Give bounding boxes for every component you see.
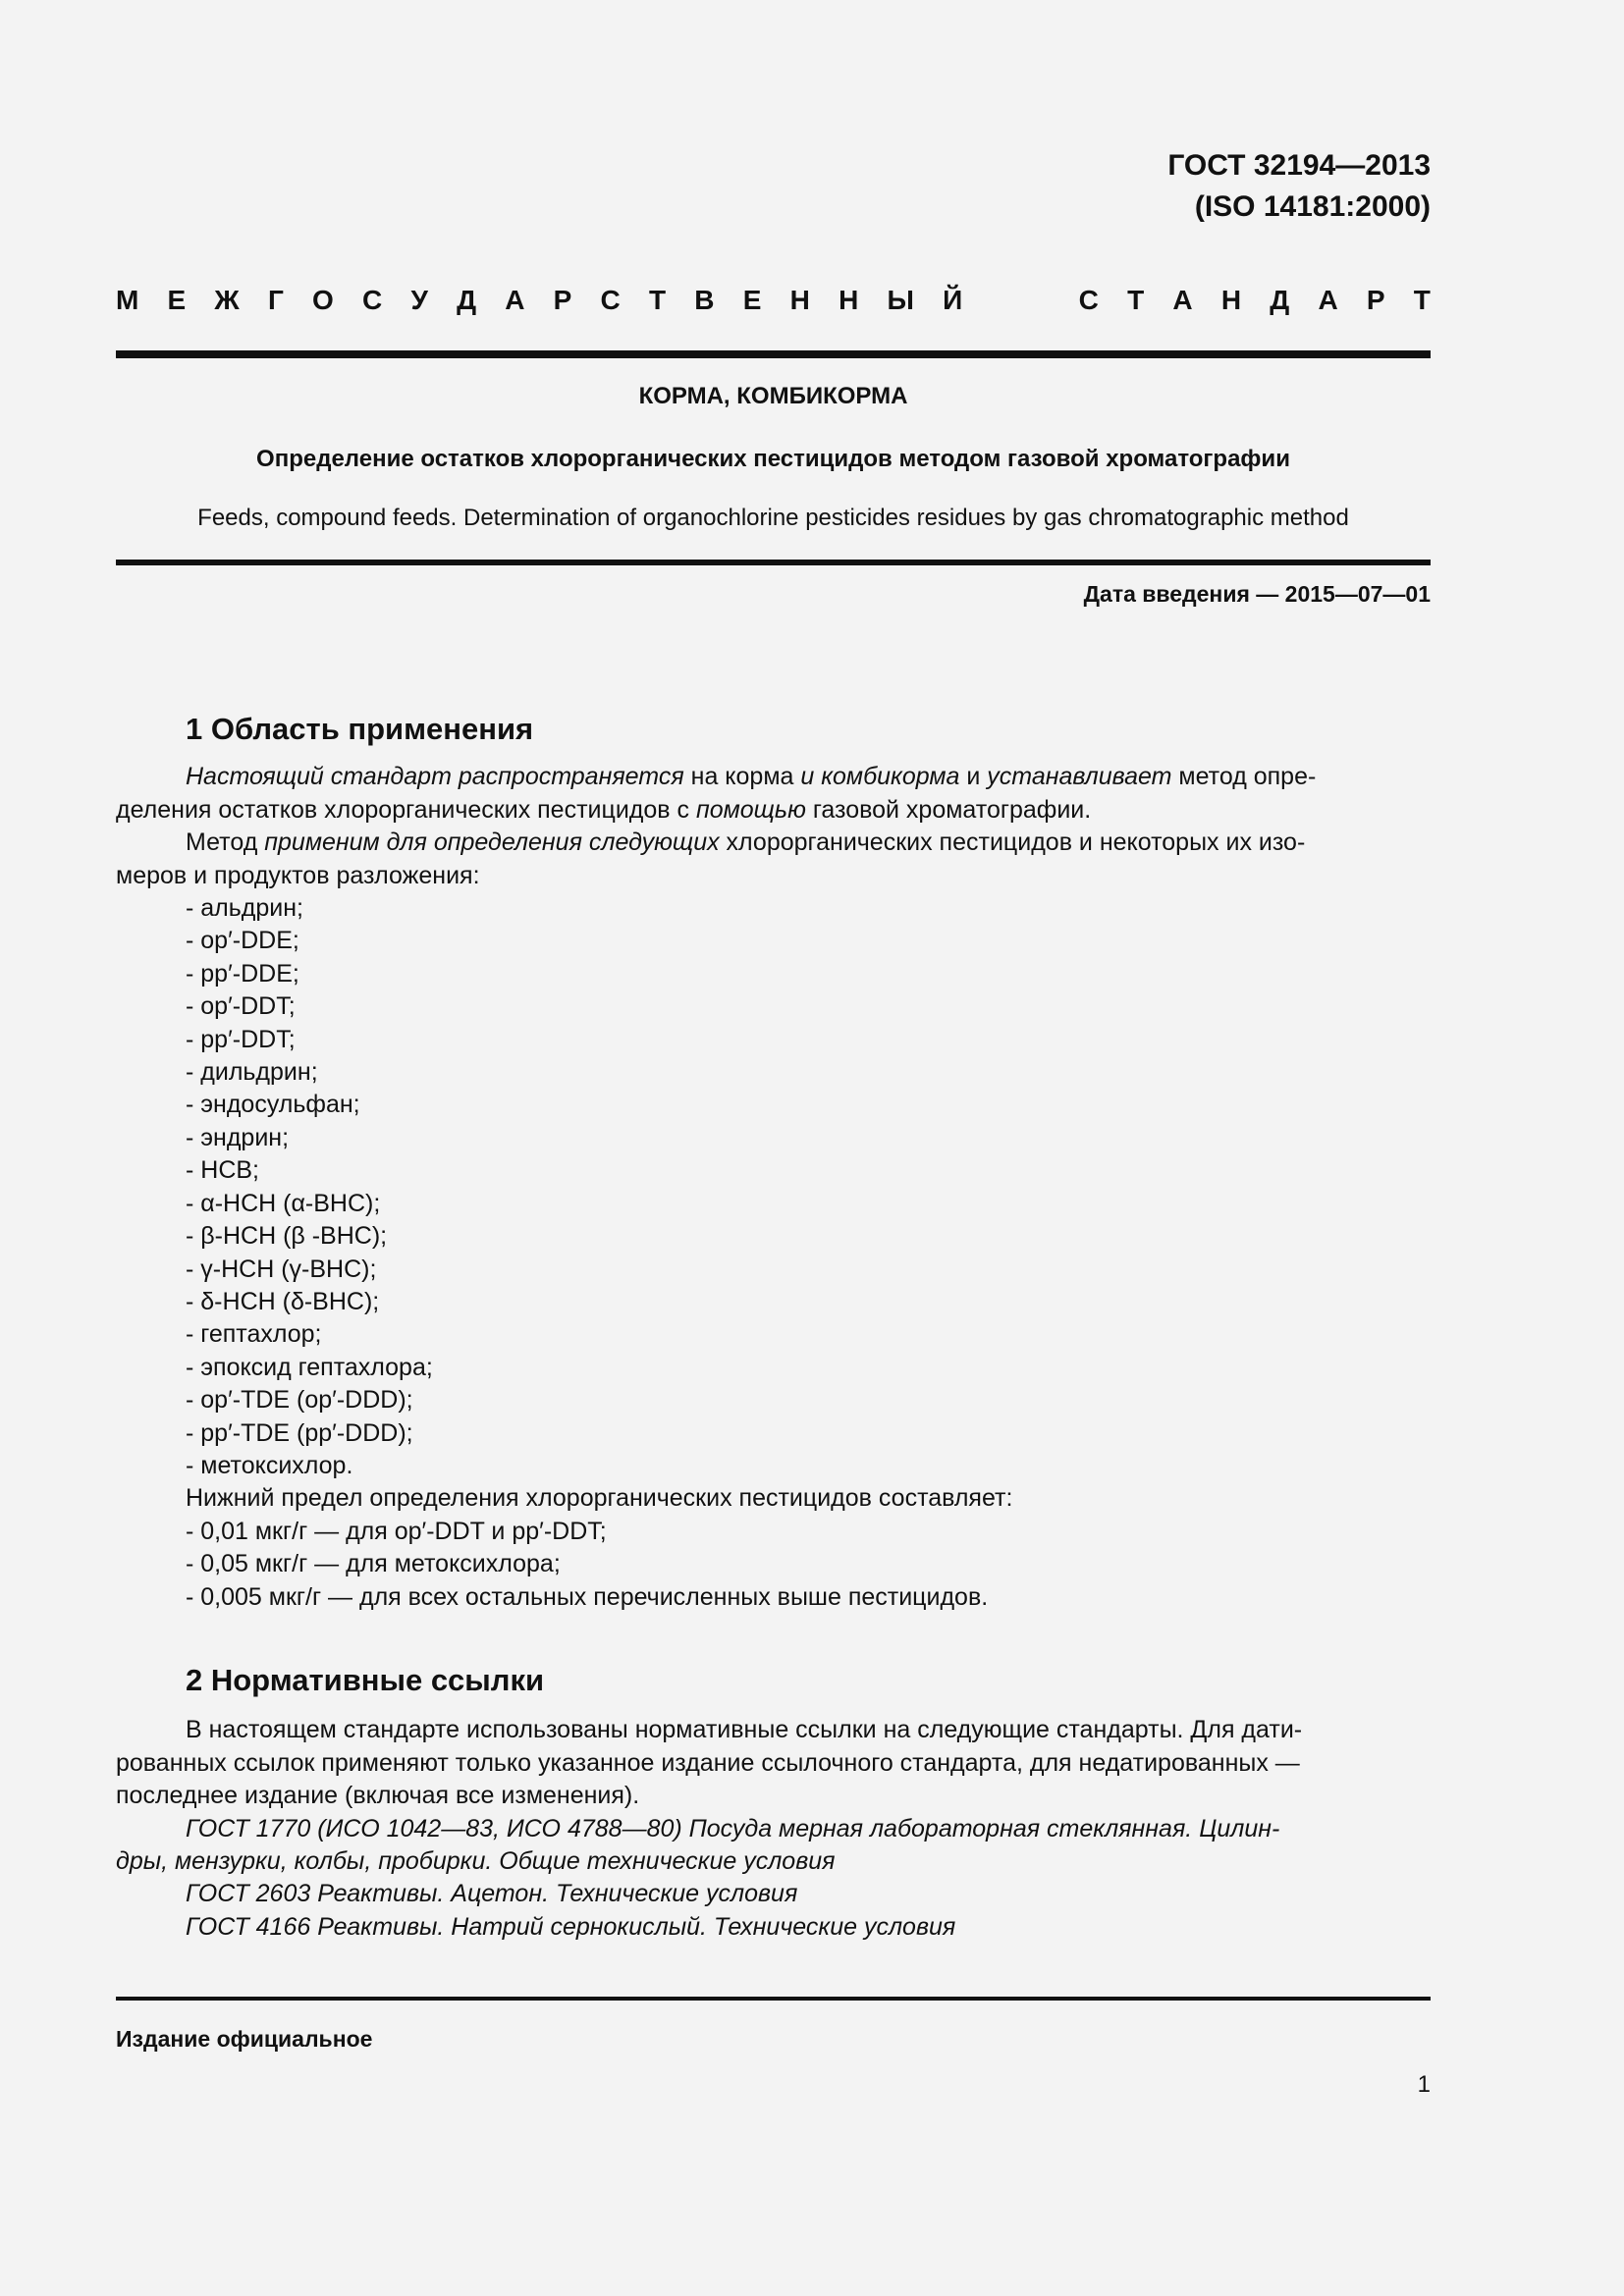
letter: Т bbox=[1413, 285, 1431, 315]
paragraph-cont: последнее издание (включая все изменения). bbox=[116, 1782, 640, 1810]
word-gap bbox=[991, 285, 1050, 316]
reference bbox=[116, 1878, 1431, 1910]
letter: Е bbox=[742, 285, 762, 315]
letter: Д bbox=[1270, 285, 1290, 315]
italic-text: помощью bbox=[695, 795, 806, 824]
letter: С bbox=[1078, 285, 1099, 315]
reference bbox=[116, 1813, 1431, 1845]
letter: У bbox=[410, 285, 428, 315]
paragraph-cont: рованных ссылок применяют только указанное издание ссылочного стандарта, для недатированных — bbox=[116, 1748, 1300, 1777]
standard-code-iso: (ISO 14181:2000) bbox=[1194, 190, 1431, 223]
limit-item: - 0,005 мкг/г — для всех остальных перечисленных выше пестицидов. bbox=[186, 1582, 989, 1611]
interstate-standard-banner bbox=[116, 285, 1431, 316]
list-item: - α-HCH (α-BHC); bbox=[186, 1189, 381, 1217]
text: деления остатков хлорорганических пестицидов с bbox=[116, 795, 696, 824]
section-references bbox=[116, 1664, 1431, 1944]
letter: Ы bbox=[887, 285, 914, 315]
title-sub: Определение остатков хлорорганических пестицидов методом газовой хроматографии bbox=[256, 446, 1290, 472]
letter: А bbox=[1172, 285, 1193, 315]
limit-item: - 0,05 мкг/г — для метоксихлора; bbox=[186, 1550, 561, 1578]
letter: О bbox=[312, 285, 334, 315]
list-item: - op′-DDE; bbox=[186, 927, 299, 955]
letter: Н bbox=[789, 285, 810, 315]
title-main: КОРМА, КОМБИКОРМА bbox=[638, 383, 908, 409]
list-item: - op′-TDE (op′-DDD); bbox=[186, 1386, 413, 1415]
section-scope bbox=[116, 713, 1431, 1614]
paragraph-cont bbox=[116, 794, 1431, 827]
text: метод опре- bbox=[1171, 763, 1317, 791]
italic-text: применим для определения следующих bbox=[264, 828, 720, 857]
document-page bbox=[116, 0, 1431, 2296]
text: и bbox=[959, 763, 988, 791]
reference-cont bbox=[116, 1845, 1431, 1878]
header-rule-top bbox=[116, 350, 1431, 358]
letter: Н bbox=[1220, 285, 1242, 315]
paragraph-cont: меров и продуктов разложения: bbox=[116, 861, 480, 889]
italic-text: ГОСТ 2603 Реактивы. Ацетон. Технические условия bbox=[186, 1880, 798, 1908]
edition-label: Издание официальное bbox=[116, 2026, 373, 2052]
page-number: 1 bbox=[1417, 2071, 1431, 2098]
text: газовой хроматографии. bbox=[805, 795, 1092, 824]
letter: С bbox=[362, 285, 383, 315]
list-item: - β-HCH (β -BHC); bbox=[186, 1222, 388, 1251]
list-item: - pp′-TDE (pp′-DDD); bbox=[186, 1418, 413, 1447]
letter: Т bbox=[1127, 285, 1145, 315]
letter: Р bbox=[553, 285, 572, 315]
letter: А bbox=[505, 285, 525, 315]
list-item: - эндрин; bbox=[186, 1123, 290, 1151]
limit-item: - 0,01 мкг/г — для op′-DDT и pp′-DDT; bbox=[186, 1517, 607, 1545]
list-item: - дильдрин; bbox=[186, 1058, 318, 1087]
standard-code bbox=[1167, 145, 1431, 228]
reference bbox=[116, 1911, 1431, 1944]
letter: В bbox=[694, 285, 715, 315]
list-item: - pp′-DDE; bbox=[186, 959, 299, 988]
letter: А bbox=[1318, 285, 1338, 315]
list-item: - метоксихлор. bbox=[186, 1451, 353, 1479]
list-item: - HCB; bbox=[186, 1156, 259, 1185]
footer-rule bbox=[116, 1997, 1431, 2001]
list-item: - эпоксид гептахлора; bbox=[186, 1353, 433, 1381]
text: на корма bbox=[683, 763, 801, 791]
list-item: - гептахлор; bbox=[186, 1320, 322, 1349]
list-item: - op′-DDT; bbox=[186, 992, 296, 1021]
limit-intro: Нижний предел определения хлорорганических пестицидов составляет: bbox=[186, 1484, 1013, 1513]
list-item: - pp′-DDT; bbox=[186, 1025, 296, 1053]
header-rule-bottom bbox=[116, 560, 1431, 565]
italic-text: дры, мензурки, колбы, пробирки. Общие технические условия bbox=[116, 1847, 836, 1876]
list-item: - γ-HCH (γ-BHC); bbox=[186, 1255, 377, 1283]
text: Метод bbox=[186, 828, 265, 857]
paragraph bbox=[116, 827, 1431, 859]
italic-text: ГОСТ 1770 (ИСО 1042—83, ИСО 4788—80) Посуда мерная лабораторная стеклянная. Цилин- bbox=[186, 1814, 1280, 1842]
italic-text: ГОСТ 4166 Реактивы. Натрий сернокислый. Технические условия bbox=[186, 1912, 956, 1941]
letter: Ж bbox=[214, 285, 240, 315]
list-item: - эндосульфан; bbox=[186, 1091, 360, 1119]
intro-date: Дата введения — 2015—07—01 bbox=[1083, 581, 1431, 607]
list-item: - δ-HCH (δ-BHC); bbox=[186, 1287, 380, 1315]
title-english: Feeds, compound feeds. Determination of organochlorine pesticides residues by gas chromatographic method bbox=[197, 505, 1349, 531]
section-heading: 1 Область применения bbox=[186, 712, 534, 746]
list-item: - альдрин; bbox=[186, 894, 303, 923]
letter: Й bbox=[943, 285, 963, 315]
letter: Н bbox=[839, 285, 859, 315]
italic-text: и комбикорма bbox=[800, 763, 960, 791]
italic-text: устанавливает bbox=[987, 763, 1172, 791]
letter: Е bbox=[167, 285, 187, 315]
letter: Р bbox=[1366, 285, 1385, 315]
paragraph: В настоящем стандарте использованы нормативные ссылки на следующие стандарты. Для дати- bbox=[186, 1716, 1303, 1744]
italic-text: Настоящий стандарт распространяется bbox=[186, 763, 684, 791]
letter: С bbox=[600, 285, 621, 315]
letter: Т bbox=[648, 285, 667, 315]
section-heading: 2 Нормативные ссылки bbox=[186, 1663, 545, 1697]
paragraph bbox=[116, 761, 1431, 793]
letter: М bbox=[116, 285, 139, 315]
standard-code-gost: ГОСТ 32194—2013 bbox=[1167, 149, 1431, 182]
letter: Д bbox=[457, 285, 477, 315]
letter: Г bbox=[267, 285, 284, 315]
text: хлорорганических пестицидов и некоторых их изо- bbox=[719, 828, 1306, 857]
